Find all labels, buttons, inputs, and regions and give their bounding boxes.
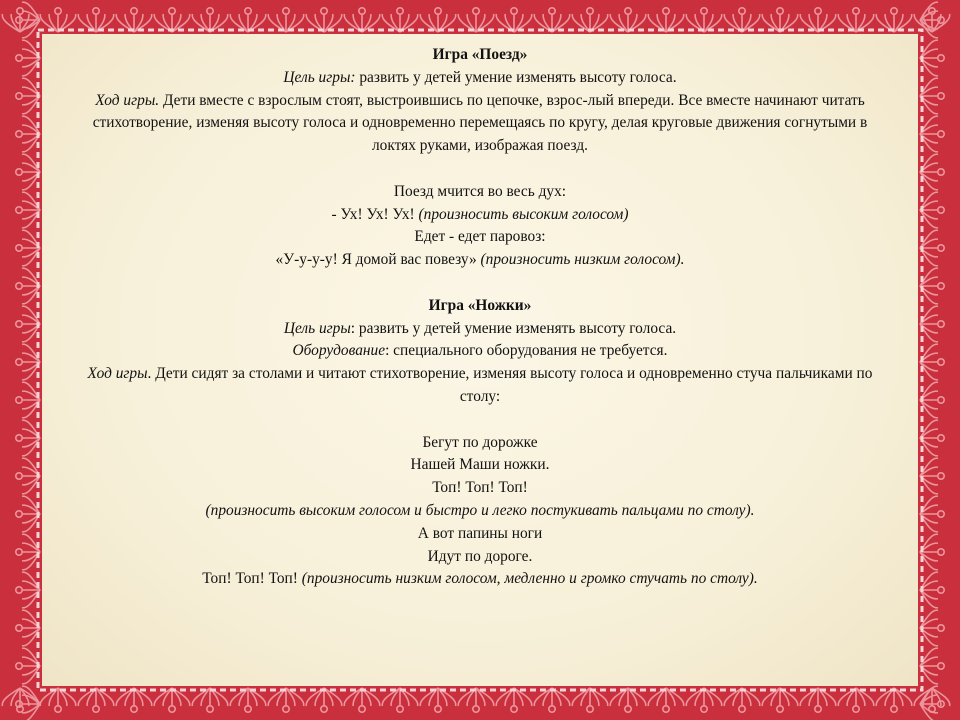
game2-poem-line5: А вот папины ноги — [417, 524, 543, 542]
document-text — [42, 44, 918, 591]
game2-equipment — [42, 340, 918, 363]
game1-poem-line3: Едет - едет паровоз: — [414, 228, 546, 246]
game2-poem-line3: Топ! Топ! Топ! — [432, 479, 528, 497]
game2-goal — [42, 318, 918, 341]
game2-course-label: Ход игры — [87, 365, 148, 383]
game2-poem-line7: Топ! Топ! Топ! (произносить низким голосом, медленно и громко стучать по столу). — [202, 570, 758, 588]
game1-title: Игра «Поезд» — [432, 46, 528, 63]
game1-goal-label: Цель игры: — [283, 68, 356, 86]
game1-goal-text: развить у детей умение изменять высоту голоса. — [355, 68, 677, 86]
game2-poem-line4: (произносить высоким голосом и быстро и легко постукивать пальцами по столу). — [205, 501, 755, 519]
game2-poem-line1: Бегут по дорожке — [422, 433, 538, 451]
game2-goal-label: Цель игры — [283, 319, 351, 337]
game2-equipment-text: : специального оборудования не требуется. — [385, 342, 668, 360]
game2-poem-line2: Нашей Маши ножки. — [410, 456, 550, 474]
game1-poem-line2: - Ух! Ух! Ух! (произносить высоким голосом) — [331, 205, 629, 223]
game2-title: Игра «Ножки» — [428, 296, 532, 314]
game1-poem-line1: Поезд мчится во весь дух: — [393, 182, 567, 200]
game2-goal-text: : развить у детей умение изменять высоту голоса. — [350, 319, 677, 337]
game1-course-text: Дети вместе с взрослым стоят, выстроившись по цепочке, взрос-лый впереди. Все вместе начинают читать стихотворение, изменяя высоту голоса и одновременно перемещаясь по кругу, делая круговые движения согнутыми в локтях руками, изображая поезд. — [92, 91, 868, 155]
game1-goal — [42, 67, 918, 90]
game2-poem-line6: Идут по дороге. — [427, 547, 533, 565]
game1-course-label: Ход игры. — [95, 91, 160, 109]
game2-course — [42, 363, 918, 409]
game1-poem-line4: «У-у-у-у! Я домой вас повезу» (произносить низким голосом). — [275, 251, 685, 269]
game1-course — [42, 90, 918, 158]
game2-course-text: . Дети сидят за столами и читают стихотворение, изменяя высоту голоса и одновременно стуча пальчиками по столу: — [147, 365, 873, 405]
game2-equipment-label: Оборудование — [292, 342, 386, 360]
